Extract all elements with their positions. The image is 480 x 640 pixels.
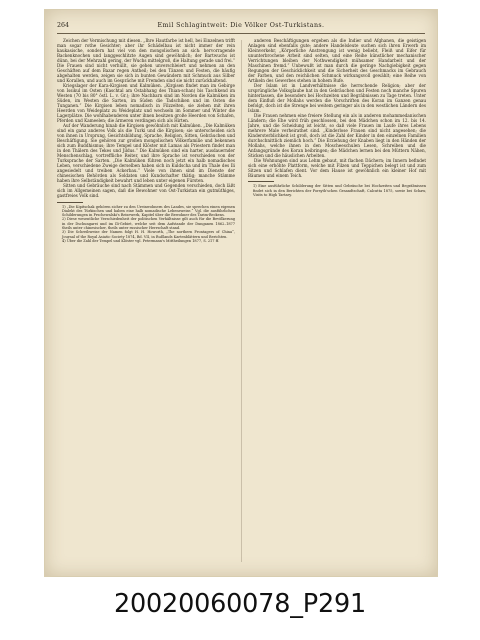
- footnote: 1) „Die Kipitschak gehören sicher zu den Ureinwohnern des Landes, sie sprechen einen eigenen Dialekt des Türkischen und haben eine halb nomadische Lebensweise.“ Vgl. die ausführlichen Schilderungen in Prschewalski's Reisewerk, Kapitel über die Bewohner des Tarim-Beckens.: [62, 204, 235, 217]
- footnote: 1) Eine ausführliche Schilderung der Sitten und Gebräuche bei Hochzeiten und Begräbnissen findet sich in den Berichten der Forsyth'schen Gesandtschaft, Calcutta 1875, sowie bei Schaw, Visits to High Tartary.: [253, 184, 426, 197]
- right-paragraph: Die Wohnungen sind aus Lehm gebaut, mit flachen Dächern; im Innern befindet sich eine erhöhte Plattform, welche mit Filzen und Teppichen belegt ist und zum Sitzen und Schlafen dient. Vor dem Hause ist gewöhnlich ein kleiner Hof mit Bäumen und einem Teich.: [248, 158, 426, 179]
- left-paragraph: Zeichen der Vermischung mit diesen. „Ihre Hautfarbe ist hell, bei Einzelnen trifft man sogar rothe Gesichter; aber ihr Schädelbau ist nicht immer der rein kaukasische, sondern hat viel von den mongolischen an sich: hervorragende Backenknochen und langgeschlitzte Augen sind gewöhnlich; der Bartwuchs ist dünn, bei der Mehrzahl gering, der Wuchs mittelgroß, die Haltung gerade und frei.“ Die Frauen sind nicht verhüllt, sie gehen unverschleiert und nehmen an den Geschäften auf dem Bazar regen Antheil; bei den Tänzen und Festen, die häufig abgehalten werden, zeigen sie sich in bunten Gewändern mit Schmuck aus Silber und Korallen, und auch im Gespräche mit Fremden sind sie nicht zurückhaltend.: [57, 38, 235, 84]
- footnote-rule: [248, 181, 274, 182]
- column-gutter: [241, 40, 242, 562]
- left-column: [57, 38, 235, 564]
- book-page: [44, 9, 438, 577]
- footnote: 4) Über die Zahl der Tempel und Klöster vgl. Petermann's Mittheilungen 1877, S. 217 ff.: [62, 239, 220, 244]
- archive-id-caption: 20020060078_P291: [113, 589, 367, 619]
- right-paragraph: Die Frauen nehmen eine freiere Stellung ein als in anderen mohammedanischen Ländern; die Ehe wird früh geschlossen, bei den Mädchen schon im 12. bis 14. Jahre, und die Scheidung ist leicht, so daß viele Frauen im Laufe ihres Lebens mehrere Male verheirathet sind. „Kinderlose Frauen sind nicht angesehen; die Kindersterblichkeit ist groß, doch ist die Zahl der Kinder in den einzelnen Familien durchschnittlich ziemlich hoch.“ Die Erziehung der Knaben liegt in den Händen der Mollahs, welche ihnen in den Moscheeschulen Lesen, Schreiben und die Anfangsgründe des Koran beibringen; die Mädchen lernen bei den Müttern Nähen, Sticken und die häuslichen Arbeiten.: [248, 113, 426, 159]
- right-column: [248, 38, 426, 564]
- right-paragraph: Der Islam ist in Landverhältnisse die herrschende Religion; aber der ursprüngliche Volksglaube hat in den Gebräuchen und Festen noch manche Spuren hinterlassen, die besonders bei Hochzeiten und Begräbnissen zu Tage treten. Unter dem Einfluß der Mollahs werden die Vorschriften des Koran im Ganzen genau befolgt, doch ist die Strenge bei weitem geringer als in den westlichen Ländern des Islam.: [248, 83, 426, 114]
- left-paragraph: Kriegslager der Kara-Kirgisen und Kalmüken. „Kirgisen findet man im Gebirge von Issikul im Osten (Kaschtal am Ostabhang des Thian-schan) bis Taschkend im Westen (70 bis 80° östl. L. v. Gr.); ihre Nachbarn sind im Norden die Kalmüken im Süden, im Westen die Sarten, im Süden die Tadschiken und im Osten die Tunganen.“ Die Kirgisen leben nomadisch in Filzzelten, sie ziehen mit ihren Heerden von Weideplatz zu Weideplatz und wechseln im Sommer und Winter die Lagerplätze. Die wohlhabenderen unter ihnen besitzen große Heerden von Schafen, Pferden und Kameelen; die ärmeren verdingen sich als Hirten.: [57, 83, 235, 124]
- footnote: 3) Die Schreibweise der Namen folgt H. H. Howorth, „The northern Frontagers of China“, Journal of the Royal Asiatic Society 1874, Bd. VII, in Rußlands Kartenblättern und Berichten.: [62, 230, 235, 239]
- right-paragraph: anderen Beschäftigungen ergeben als die Indier und Afghanen, die geistigen Anlagen sind ebenfalls gute; andere Handelsleute suchen sich ihren Erwerb im Kleinverkehr, „Körperliche Anstrengung ist wenig beliebt, Fleiß und Eifer für ununterbrochene Arbeit sind selten, und eine Reihe künstlicher mechanischer Verrichtungen bleiben der Nothwendigkeit mühsamer Handarbeit und der Maschinen fremd.“ Unbewußt ist man durch die geringe Nachgiebigkeit gegen Regungen der Geschicklichkeit und die Sicherheit des Geschmacks im Gebrauch der Farben, und den reichlichen Schmuck wirkungsvoll gewählt; eine Reihe von Artikeln des Gewerbes stehen in hohem Rufe.: [248, 38, 426, 84]
- left-paragraph: Sitten und Gebräuche sind nach Stämmen und Gegenden verschieden, doch läßt sich im Allgemeinen sagen, daß die Bewohner von Ost-Turkistan ein gutmüthiges, gastfreies Volk sind.: [57, 183, 235, 199]
- footnote-rule: [57, 202, 83, 203]
- left-paragraph: Auf der Wanderung hinab die Kirgisen gewöhnlich mit Kalmüken. „Die Kalmüken sind ein ganz anderes Volk als die Turki und die Kirgisen; sie unterscheiden sich von ihnen in Ursprung, Gesichtsbildung, Sprache, Religion, Sitten, Gebräuchen und Beschäftigung. Sie gehören zur großen mongolischen Völkerfamilie und bekennen sich zum Buddhismus; ihre Tempel und Klöster mit Lamas als Priestern findet man in den Thälern des Tekes und Jildus.“ Die Kalmüken sind ein harter, ausdauernder Menschenschlag, vortreffliche Reiter, und ihre Sprache ist verschieden von der Turksprache der Sarten. „Die Kalmüken führen noch jetzt ein halb nomadisches Leben, verschiedene Zweige derselben haben sich in Kuldscha und im Thale des Ili angesiedelt und treiben Ackerbau.“ Viele von ihnen sind im Dienste der chinesischen Behörden als Soldaten und Kundschafter thätig; manche Stämme haben ihre Selbständigkeit bewahrt und leben unter eigenen Fürsten.: [57, 123, 235, 184]
- footnote: 2) Diese wesentliche Verschiedenheit der politischen Verhältnisse gilt auch für die Bevölkerung in der Dschungarei und im Ili-Gebiet, welche seit dem Aufstande der Dunganen 1862–1877 theils unter chinesischer, theils unter russischer Herrschaft stand.: [62, 217, 235, 230]
- page-number: 264: [57, 22, 70, 29]
- header-rule: [57, 33, 425, 34]
- running-title: Emil Schlagintweit: Die Völker Ost-Turkistans.: [157, 22, 325, 29]
